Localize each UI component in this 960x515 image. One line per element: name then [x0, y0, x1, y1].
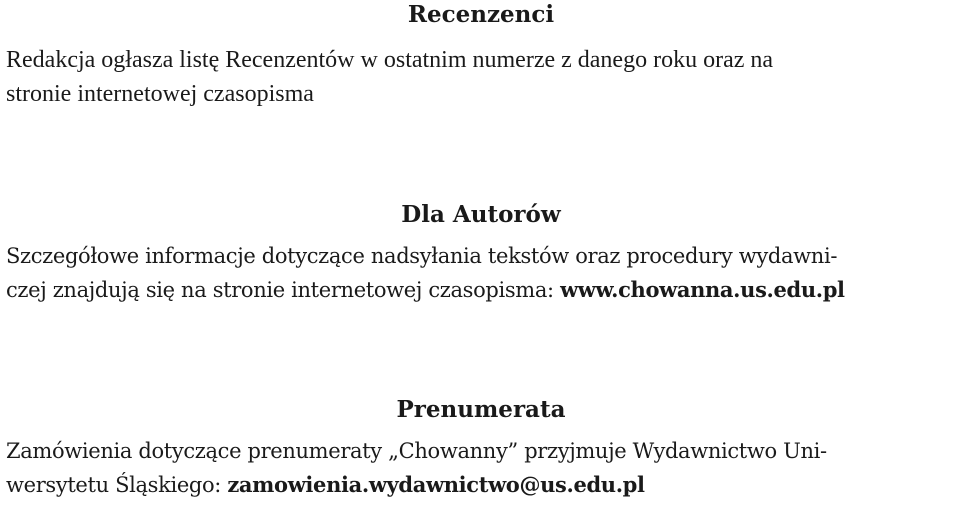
autorzy-line-2: czej znajdują się na stronie internetowej czasopisma: [6, 278, 561, 302]
section-recenzenci [6, 0, 956, 111]
recenzenci-line-1: Redakcja ogłasza listę Recenzentów w ostatnim numerze z danego roku oraz na [6, 47, 774, 73]
prenumerata-line-2: wersytetu Śląskiego: [6, 473, 228, 497]
subscription-email-link[interactable]: zamowienia.wydawnictwo@us.edu.pl [227, 472, 645, 497]
heading-recenzenci: Recenzenci [407, 1, 555, 28]
heading-dla-autorow: Dla Autorów [401, 201, 561, 228]
journal-website-link[interactable]: www.chowanna.us.edu.pl [560, 277, 845, 302]
section-prenumerata [6, 395, 956, 502]
section-dla-autorow [6, 200, 956, 307]
prenumerata-line-1: Zamówienia dotyczące prenumeraty „Chowanny” przyjmuje Wydawnictwo Uni- [6, 439, 827, 463]
paragraph-prenumerata [6, 434, 956, 502]
heading-prenumerata: Prenumerata [396, 396, 566, 423]
paragraph-recenzenci [6, 43, 956, 111]
paragraph-dla-autorow [6, 239, 956, 307]
recenzenci-line-2: stronie internetowej czasopisma [6, 81, 314, 107]
autorzy-line-1: Szczegółowe informacje dotyczące nadsyłania tekstów oraz procedury wydawni- [6, 244, 838, 268]
